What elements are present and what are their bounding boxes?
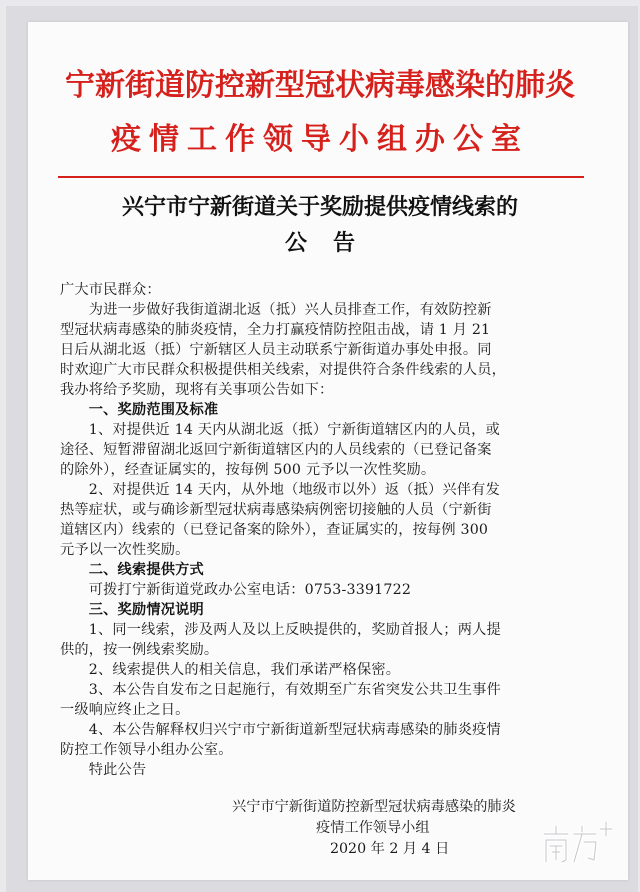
body-line: 3、本公告自发布之日起施行，有效期至广东省突发公共卫生事件 [60, 682, 501, 698]
signature-date: 2020 年 2 月 4 日 [330, 841, 450, 857]
body-line: 1、对提供近 14 天内从湖北返（抵）宁新街道辖区内的人员，或 [60, 422, 500, 438]
signature-org-line2: 疫情工作领导小组 [316, 820, 430, 836]
body-line: 2、对提供近 14 天内，从外地（地级市以外）返（抵）兴伴有发 [60, 482, 500, 498]
body-line: 供的，按一例线索奖励。 [60, 642, 219, 658]
body-line: 我办将给予奖励，现将有关事项公告如下： [60, 382, 334, 398]
body-line: 一级响应终止之日。 [60, 702, 190, 718]
body-line: 特此公告 [60, 762, 147, 778]
body-line: 可拨打宁新街道党政办公室电话：0753-3391722 [60, 582, 412, 598]
notice-title-line1: 兴宁市宁新街道关于奖励提供疫情线索的 [121, 194, 518, 220]
body-line: 广大市民群众： [60, 282, 161, 298]
body-line: 4、本公告解释权归兴宁市宁新街道新型冠状病毒感染的肺炎疫情 [60, 722, 501, 738]
red-divider [58, 176, 584, 178]
body-line: 的除外），经查证属实的，按每例 500 元予以一次性奖励。 [60, 462, 436, 478]
body-line: 日后从湖北返（抵）宁新辖区人员主动联系宁新街道办事处申报。同 [60, 342, 492, 358]
signature-org-line1: 兴宁市宁新街道防控新型冠状病毒感染的肺炎 [232, 799, 516, 815]
body-line: 1、同一线索，涉及两人及以上反映提供的，奖励首报人；两人提 [60, 622, 501, 638]
body-line: 道辖区内）线索的（已登记备案的除外），查证属实的，按每例 300 [60, 522, 489, 538]
header-title-line1: 宁新街道防控新型冠状病毒感染的肺炎 [65, 68, 575, 103]
notice-title-line2: 公告 [284, 230, 381, 256]
body-line: 2、线索提供人的相关信息，我们承诺严格保密。 [60, 662, 401, 678]
body-line: 时欢迎广大市民群众积极提供相关线索，对提供符合条件线索的人员， [60, 362, 507, 378]
body-line: 防控工作领导小组办公室。 [60, 742, 233, 758]
header-title-line2: 疫情工作领导小组办公室 [111, 122, 529, 157]
section-heading: 二、线索提供方式 [60, 562, 204, 578]
body-line: 型冠状病毒感染的肺炎疫情，全力打赢疫情防控阻击战，请 1 月 21 [60, 322, 491, 338]
nanfang-plus-watermark-logo [538, 812, 618, 872]
body-line: 元予以一次性奖励。 [60, 542, 190, 558]
body-line: 热等症状，或与确诊新型冠状病毒感染病例密切接触的人员（宁新街 [60, 502, 492, 518]
section-heading: 一、奖励范围及标准 [60, 402, 219, 418]
body-line: 为进一步做好我街道湖北返（抵）兴人员排查工作，有效防控新 [60, 302, 492, 318]
section-heading: 三、奖励情况说明 [60, 602, 204, 618]
body-line: 途径、短暂滞留湖北返回宁新街道辖区内的人员线索的（已登记备案 [60, 442, 492, 458]
